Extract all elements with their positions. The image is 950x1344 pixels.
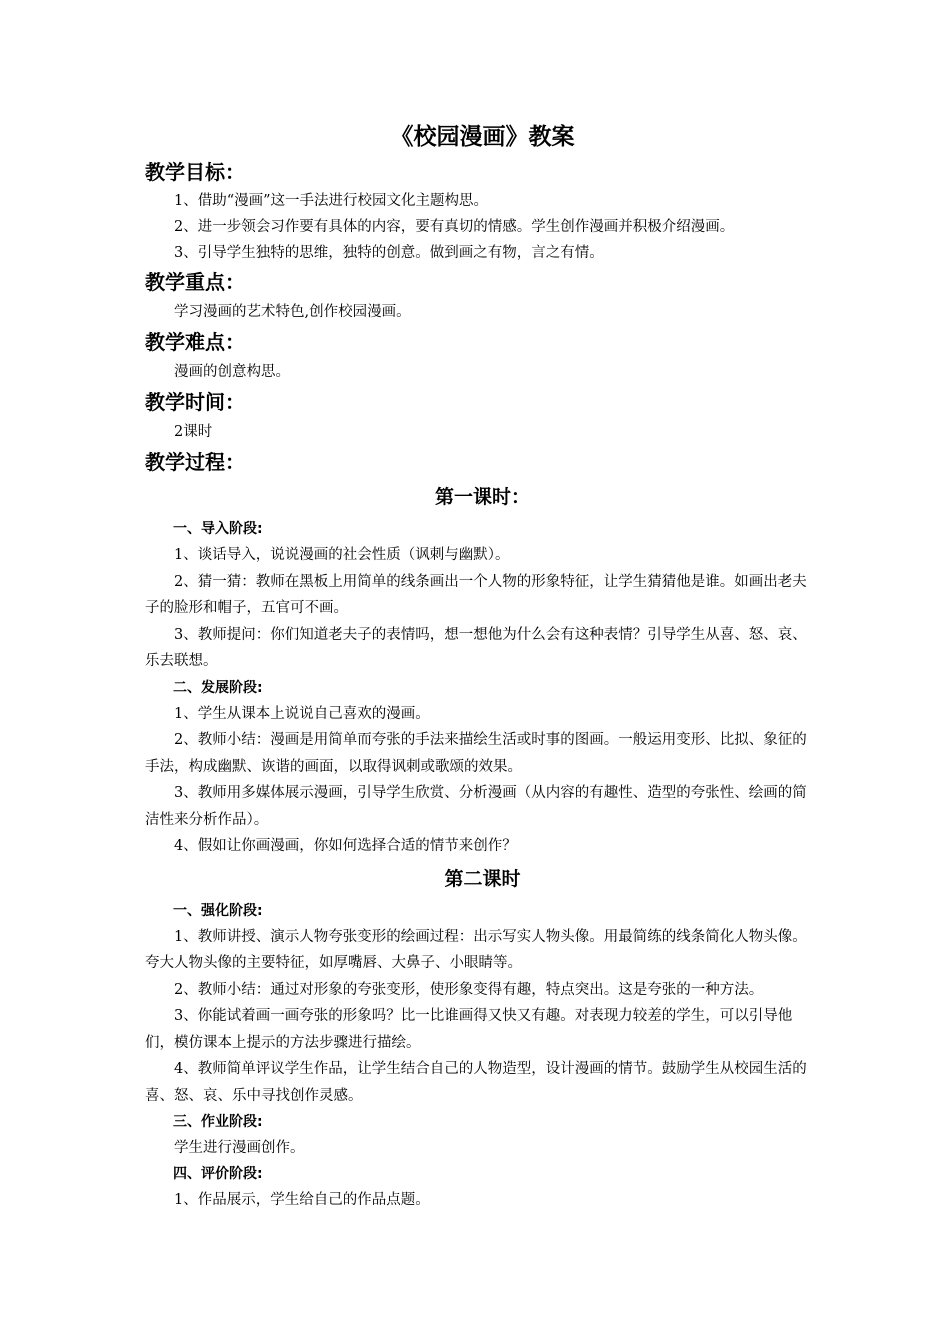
lesson1-stage2-heading: 二、发展阶段:: [173, 679, 263, 696]
lesson1-title: 第一课时：: [434, 486, 530, 508]
lesson2-stage4-item: 1、作品展示，学生给自己的作品点题。: [174, 1192, 430, 1208]
lesson2-stage1-heading: 一、强化阶段:: [173, 902, 263, 919]
lesson2-stage3-heading: 三、作业阶段:: [173, 1114, 263, 1130]
difficulties-heading: 教学难点：: [145, 330, 245, 354]
lesson1-stage2-item: 2、教师小结：漫画是用简单而夸张的手法来描绘生活或时事的图画。一般运用变形、比拟、象征的手法，构成幽默、诙谐的画面，以取得讽刺或歌颂的效果。: [145, 732, 807, 775]
difficulties-text: 漫画的创意构思。: [174, 364, 290, 380]
goal-item: 3、引导学生独特的思维，独特的创意。做到画之有物，言之有情。: [174, 245, 604, 261]
lesson2-stage3-text: 学生进行漫画创作。: [174, 1140, 305, 1156]
document-title: 《校园漫画》教案: [390, 123, 575, 150]
lesson1-stage1-item: 3、教师提问：你们知道老夫子的表情吗，想一想他为什么会有这种表情？引导学生从喜、怒、哀、乐去联想。: [145, 626, 807, 669]
lesson1-stage2-item: 3、教师用多媒体展示漫画，引导学生欣赏、分析漫画（从内容的有趣性、造型的夸张性、绘画的简洁性来分析作品）。: [145, 785, 807, 828]
key-points-heading: 教学重点：: [145, 270, 245, 294]
lesson1-stage1-item: 2、猜一猜：教师在黑板上用简单的线条画出一个人物的形象特征，让学生猜猜他是谁。如画出老夫子的脸形和帽子，五官可不画。: [145, 573, 807, 616]
process-heading: 教学过程：: [145, 450, 245, 474]
lesson2-stage1-item: 4、教师简单评议学生作品，让学生结合自己的人物造型，设计漫画的情节。鼓励学生从校园生活的喜、怒、哀、乐中寻找创作灵感。: [145, 1061, 807, 1104]
lesson2-stage1-item: 2、教师小结：通过对形象的夸张变形，使形象变得有趣，特点突出。这是夸张的一种方法。: [174, 981, 764, 998]
goals-heading: 教学目标：: [145, 160, 245, 184]
time-text: 2课时: [174, 424, 213, 440]
goal-item: 1、借助“漫画”这一手法进行校园文化主题构思。: [174, 193, 489, 209]
lesson1-stage2-item: 1、学生从课本上说说自己喜欢的漫画。: [174, 705, 430, 722]
lesson2-stage4-heading: 四、评价阶段:: [173, 1166, 263, 1182]
goal-item: 2、进一步领会习作要有具体的内容，要有真切的情感。学生创作漫画并积极介绍漫画。: [174, 219, 735, 235]
lesson1-stage1-heading: 一、导入阶段:: [173, 521, 263, 537]
key-points-text: 学习漫画的艺术特色,创作校园漫画。: [174, 304, 411, 320]
lesson2-stage1-item: 1、教师讲授、演示人物夸张变形的绘画过程：出示写实人物头像。用最简练的线条简化人物头像。夸大人物头像的主要特征，如厚嘴唇、大鼻子、小眼睛等。: [145, 928, 807, 971]
lesson1-stage1-item: 1、谈话导入，说说漫画的社会性质（讽刺与幽默）。: [174, 547, 510, 563]
time-heading: 教学时间：: [145, 390, 245, 414]
lesson2-title: 第二课时: [444, 867, 521, 890]
lesson-plan-document: [145, 118, 820, 1214]
lesson2-stage1-item: 3、你能试着画一画夸张的形象吗？比一比谁画得又快又有趣。对表现力较差的学生，可以引导他们，模仿课本上提示的方法步骤进行描绘。: [145, 1008, 793, 1051]
lesson1-stage2-item: 4、假如让你画漫画，你如何选择合适的情节来创作？: [174, 838, 517, 854]
